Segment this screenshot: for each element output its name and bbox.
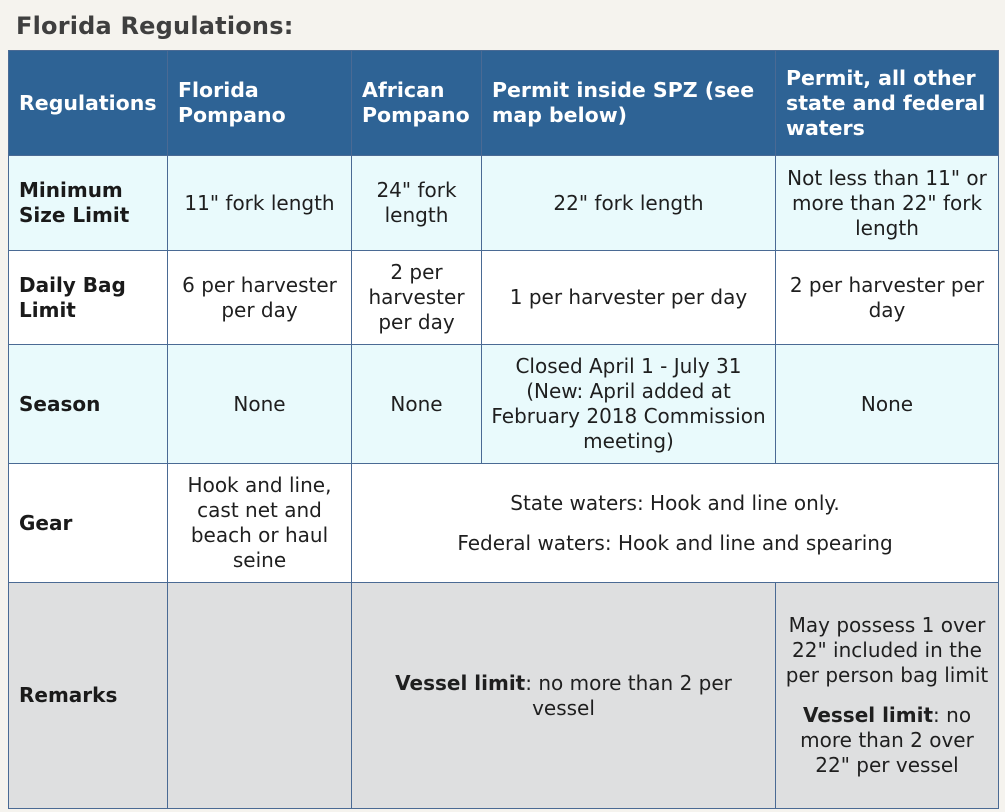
vessel-limit-text: : no more than 2 per vessel — [525, 670, 732, 720]
cell-bag-african: 2 per harvester per day — [352, 251, 482, 345]
header-regulations: Regulations — [9, 51, 168, 156]
cell-season-african: None — [352, 345, 482, 464]
header-permit-spz: Permit inside SPZ (see map below) — [482, 51, 776, 156]
remark-vessel-limit — [784, 703, 990, 778]
row-remarks — [9, 583, 999, 809]
row-label-remarks: Remarks — [9, 583, 168, 809]
page-title: Florida Regulations: — [16, 12, 294, 40]
vessel-limit-label: Vessel limit — [395, 670, 526, 695]
cell-season-florida: None — [168, 345, 352, 464]
gear-state-waters: State waters: Hook and line only. — [510, 490, 840, 515]
cell-bag-permit-other: 2 per harvester per day — [776, 251, 999, 345]
header-permit-other: Permit, all other state and federal waters — [776, 51, 999, 156]
cell-remarks-florida — [168, 583, 352, 809]
cell-remarks-permit-other — [776, 583, 999, 809]
header-row — [9, 51, 999, 156]
header-florida-pompano: Florida Pompano — [168, 51, 352, 156]
gear-federal-waters: Federal waters: Hook and line and spearing — [457, 530, 893, 555]
permit-vessel-limit-text: : no more than 2 over 22" per vessel — [800, 703, 974, 777]
cell-min-size-permit-other: Not less than 11" or more than 22" fork length — [776, 156, 999, 251]
permit-vessel-limit-label: Vessel limit — [802, 703, 934, 727]
remark-possess: May possess 1 over 22" included in the per person bag limit — [785, 613, 989, 687]
cell-gear-shared — [352, 464, 999, 583]
row-label-season: Season — [9, 345, 168, 464]
row-season — [9, 345, 999, 464]
row-label-min-size: Minimum Size Limit — [9, 156, 168, 251]
row-label-daily-bag: Daily Bag Limit — [9, 251, 168, 345]
cell-min-size-permit-spz: 22" fork length — [482, 156, 776, 251]
row-min-size — [9, 156, 999, 251]
cell-season-permit-spz: Closed April 1 - July 31 (New: April added at February 2018 Commission meeting) — [482, 345, 776, 464]
regulations-table — [8, 50, 999, 809]
cell-season-permit-other: None — [776, 345, 999, 464]
header-african-pompano: African Pompano — [352, 51, 482, 156]
cell-bag-florida: 6 per harvester per day — [168, 251, 352, 345]
cell-min-size-african: 24" fork length — [352, 156, 482, 251]
cell-gear-florida: Hook and line, cast net and beach or haul seine — [168, 464, 352, 583]
row-daily-bag — [9, 251, 999, 345]
cell-remarks-shared — [352, 583, 776, 809]
cell-bag-permit-spz: 1 per harvester per day — [482, 251, 776, 345]
row-gear — [9, 464, 999, 583]
row-label-gear: Gear — [9, 464, 168, 583]
cell-min-size-florida: 11" fork length — [168, 156, 352, 251]
